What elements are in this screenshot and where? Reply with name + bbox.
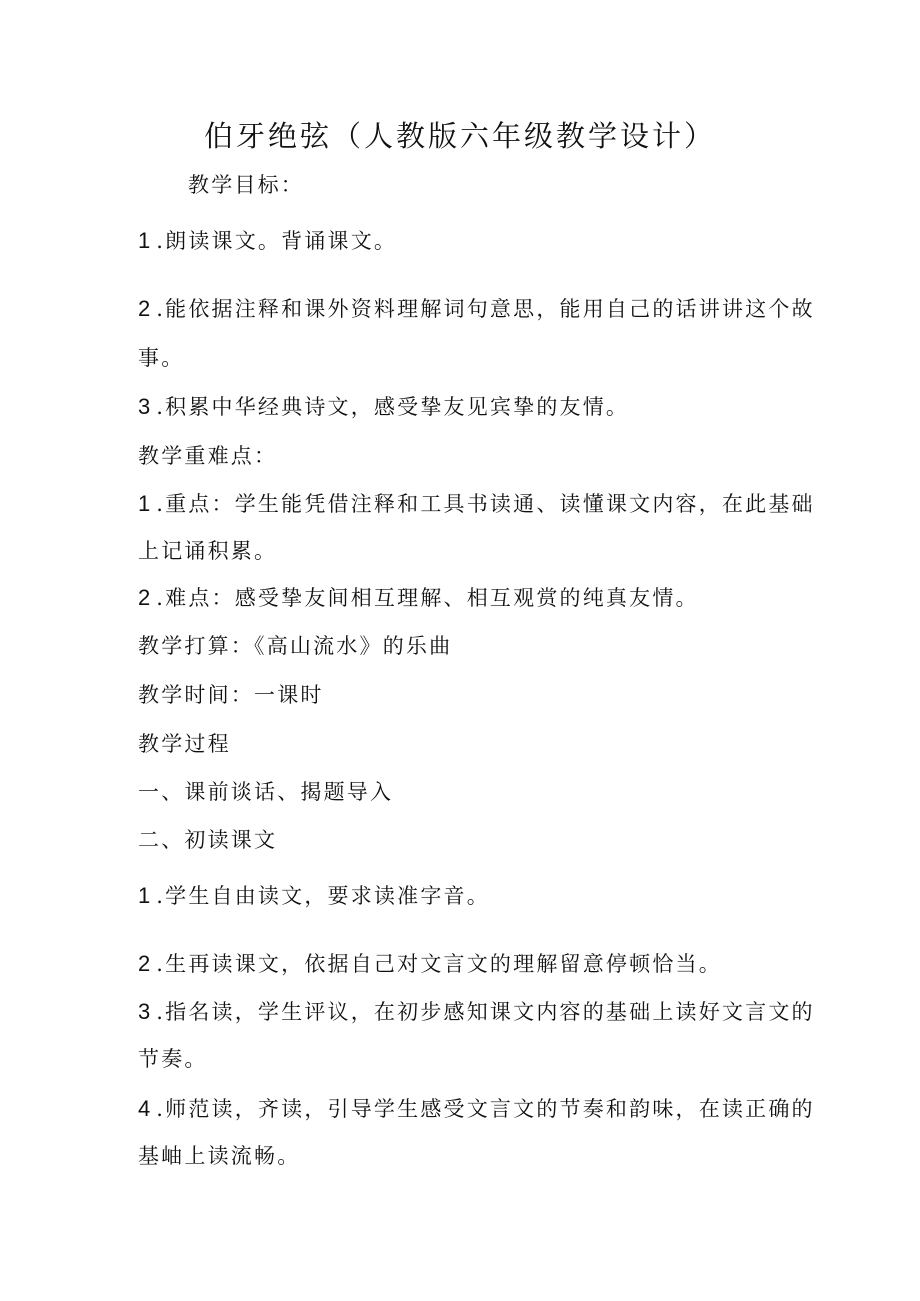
goal-item-2 <box>138 296 815 322</box>
goal-1-text: .朗读课文。背诵课文。 <box>156 229 398 253</box>
reading-item-4 <box>138 1096 815 1122</box>
goal-item-1 <box>138 228 397 254</box>
read-3-text-line2: 节奏。 <box>138 1047 208 1071</box>
goal-3-text: .积累中华经典诗文，感受挚友见宾挚的友情。 <box>156 395 630 419</box>
diff-2-text: .难点：感受挚友间相互理解、相互观赏的纯真友情。 <box>156 586 699 610</box>
goals-heading: 教学目标： <box>188 173 304 197</box>
goal-item-3 <box>138 394 629 420</box>
reading-item-1 <box>138 883 490 909</box>
read-4-text-line1: .师范读，齐读，引导学生感受文言文的节奏和韵味，在读正确的 <box>156 1097 815 1121</box>
diff-1-number: 1 <box>138 491 151 516</box>
read-1-text: .学生自由读文，要求读准字音。 <box>156 884 490 908</box>
difficulty-heading: 教学重难点： <box>138 444 278 468</box>
difficulty-item-2 <box>138 585 699 611</box>
difficulty-item-1 <box>138 491 815 517</box>
read-3-text-line1: .指名读，学生评议，在初步感知课文内容的基础上读好文言文的 <box>156 1000 815 1024</box>
read-4-number: 4 <box>138 1096 151 1121</box>
read-2-text: .生再读课文，依据自己对文言文的理解留意停顿恰当。 <box>156 952 722 976</box>
read-2-number: 2 <box>138 951 151 976</box>
reading-item-3 <box>138 999 815 1025</box>
goal-2-text-line2: 事。 <box>138 346 185 370</box>
goal-3-number: 3 <box>138 394 151 419</box>
process-heading: 教学过程 <box>138 732 231 756</box>
step-1: 一、课前谈话、揭题导入 <box>138 780 394 804</box>
reading-item-2 <box>138 951 722 977</box>
diff-1-text-line2: 上记诵积累。 <box>138 539 278 563</box>
teaching-prep: 教学打算：《高山流水》的乐曲 <box>138 634 453 658</box>
goal-2-number: 2 <box>138 296 151 321</box>
read-4-text-line2: 基岫上读流畅。 <box>138 1144 301 1168</box>
read-3-number: 3 <box>138 999 151 1024</box>
page-title: 伯牙绝弦（人教版六年级教学设计） <box>203 119 716 153</box>
goal-1-number: 1 <box>138 228 151 253</box>
teaching-time: 教学时间：一课时 <box>138 683 324 707</box>
step-2: 二、初读课文 <box>138 828 278 852</box>
read-1-number: 1 <box>138 883 151 908</box>
diff-1-text-line1: .重点：学生能凭借注释和工具书读通、读懂课文内容，在此基础 <box>156 492 815 516</box>
goal-2-text-line1: .能依据注释和课外资料理解词句意思，能用自己的话讲讲这个故 <box>156 297 815 321</box>
diff-2-number: 2 <box>138 585 151 610</box>
